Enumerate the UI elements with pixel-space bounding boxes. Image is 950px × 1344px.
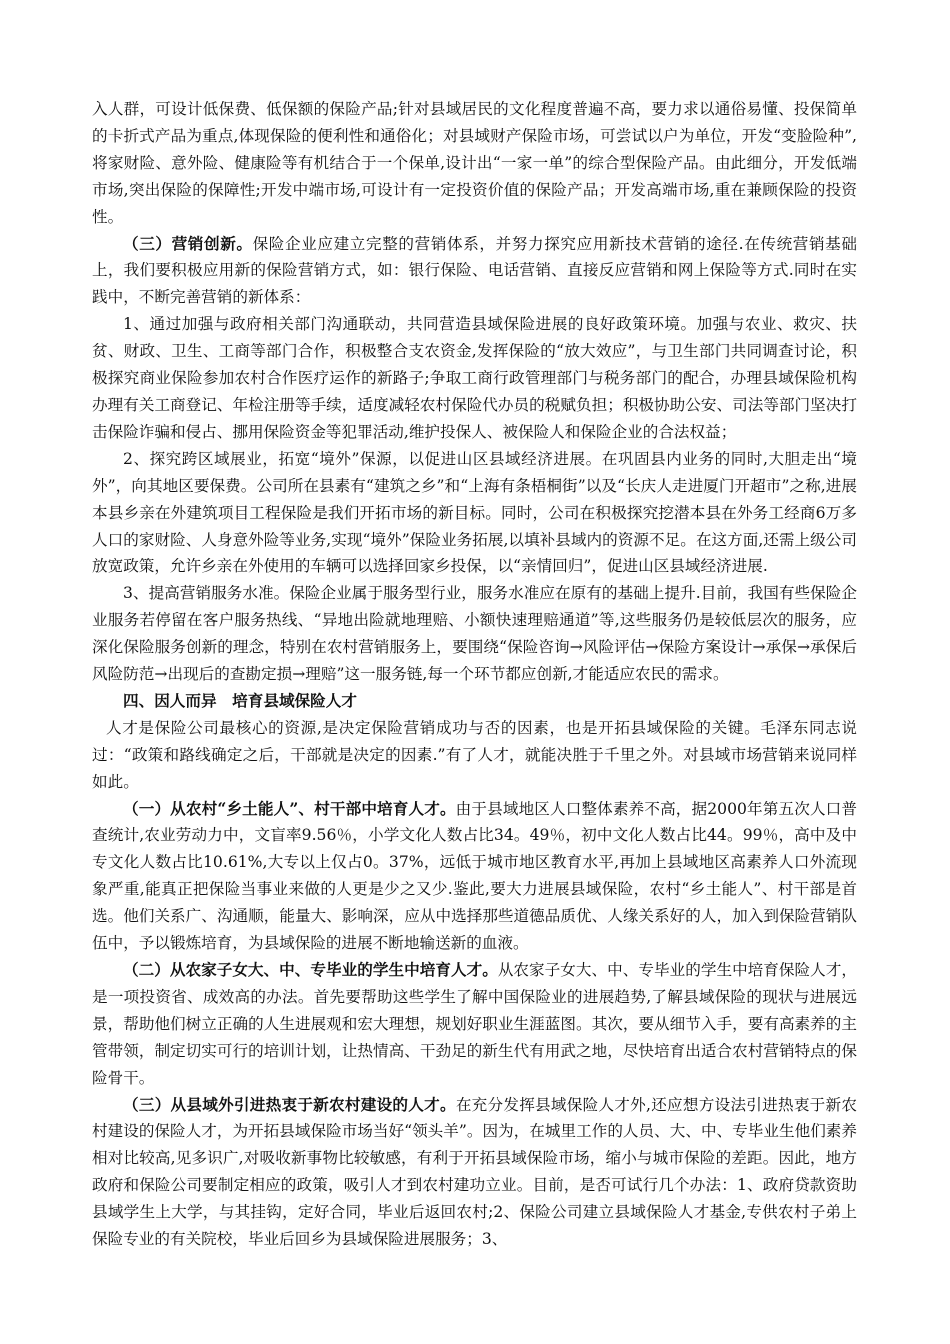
paragraph-item-2 xyxy=(92,446,857,581)
subsection-heading-talent-2: （二）从农家子女大、中、专毕业的学生中培育人才。 xyxy=(123,960,498,979)
subsection-heading-talent-3: （三）从县域外引进热衷于新农村建设的人才。 xyxy=(123,1094,456,1114)
paragraph-section-4-heading xyxy=(92,688,857,715)
paragraph-item-3 xyxy=(92,580,857,688)
section-heading-talent: 四、因人而异 培育县域保险人才 xyxy=(123,690,357,710)
paragraph-marketing-innovation xyxy=(92,231,857,312)
paragraph-talent-intro xyxy=(92,715,857,796)
paragraph-talent-3 xyxy=(92,1092,857,1253)
paragraph-text: 保险企业应建立完整的营销体系，并努力探究应用新技术营销的途径.在传统营销基础上，我们要积极应用新的保险营销方式，如：银行保险、电话营销、直接反应营销和网上保险等方式.同时在实践中，不断完善营销的新体系： xyxy=(92,234,857,307)
paragraph-text: 1、通过加强与政府相关部门沟通联动，共同营造县域保险进展的良好政策环境。加强与农业、救灾、扶贫、财政、卫生、工商等部门合作，积极整合支农资金,发挥保险的“放大效应”，与卫生部门共同调查讨论，积极探究商业保险参加农村合作医疗运作的新路子;争取工商行政管理部门与税务部门的配合，办理县域保险机构办理有关工商登记、年检注册等手续，适度减轻农村保险代办员的税赋负担；积极协助公安、司法等部门坚决打击保险诈骗和侵占、挪用保险资金等犯罪活动,维护投保人、被保险人和保险企业的合法权益； xyxy=(92,315,857,441)
section-heading-marketing-innovation: （三）营销创新。 xyxy=(123,233,253,253)
paragraph-text: 人才是保险公司最核心的资源,是决定保险营销成功与否的因素，也是开拓县域保险的关键。毛泽东同志说过：“政策和路线确定之后，干部就是决定的因素.”有了人才，就能决胜于千里之外。对县域市场营销来说同样如此。 xyxy=(92,718,857,791)
paragraph-text: 2、探究跨区域展业，拓宽“境外”保源，以促进山区县域经济进展。在巩固县内业务的同时,大胆走出“境外”，向其地区要保费。公司所在县素有“建筑之乡”和“上海有条梧桐街”以及“长庆人走进厦门开超市”之称,进展本县乡亲在外建筑项目工程保险是我们开拓市场的新目标。同时，公司在积极探究挖潜本县在外务工经商6万多人口的家财险、人身意外险等业务,实现“境外”保险业务拓展,以填补县域内的资源不足。在这方面,还需上级公司放宽政策，允许乡亲在外使用的车辆可以选择回家乡投保，以“亲情回归”，促进山区县域经济进展. xyxy=(92,449,857,576)
paragraph-talent-2 xyxy=(92,957,857,1092)
paragraph-intro-continued xyxy=(92,96,857,231)
paragraph-text: 3、提高营销服务水准。保险企业属于服务型行业，服务水准应在原有的基础上提升.目前，我国有些保险企业服务若停留在客户服务热线、“异地出险就地理赔、小额快速理赔通道”等,这些服务仍是较低层次的服务，应深化保险服务创新的理念，特别在农村营销服务上，要围绕“保险咨询→风险评估→保险方案设计→承保→承保后风险防范→出现后的查勘定损→理赔”这一服务链,每一个环节都应创新,才能适应农民的需求。 xyxy=(92,584,857,684)
paragraph-text: 入人群，可设计低保费、低保额的保险产品;针对县域居民的文化程度普遍不高，要力求以通俗易懂、投保简单的卡折式产品为重点,体现保险的便利性和通俗化；对县域财产保险市场，可尝试以户为单位，开发“变脸险种”,将家财险、意外险、健康险等有机结合于一个保单,设计出“一家一单”的综合型保险产品。由此细分，开发低端市场,突出保险的保障性;开发中端市场,可设计有一定投资价值的保险产品；开发高端市场,重在兼顾保险的投资性。 xyxy=(92,100,857,226)
document-page xyxy=(92,96,857,1253)
subsection-heading-talent-1: （一）从农村“乡土能人”、村干部中培育人才。 xyxy=(123,798,456,818)
paragraph-text: 由于县域地区人口整体素养不高，据2000年第五次人口普查统计,农业劳动力中，文盲率9.56％，小学文化人数占比34。49％，初中文化人数占比44。99％，高中及中专文化人数占比10.61%,大专以上仅占0。37%，远低于城市地区教育水平,再加上县域地区高素养人口外流现象严重,能真正把保险当事业来做的人更是少之又少.鉴此,要大力进展县域保险，农村“乡土能人”、村干部是首选。他们关系广、沟通顺，能量大、影响深，应从中选择那些道德品质优、人缘关系好的人，加入到保险营销队伍中，予以锻炼培育，为县域保险的进展不断地输送新的血液。 xyxy=(92,799,857,953)
paragraph-item-1 xyxy=(92,311,857,446)
paragraph-text: 在充分发挥县域保险人才外,还应想方设法引进热衷于新农村建设的保险人才，为开拓县域保险市场当好“领头羊”。因为，在城里工作的人员、大、中、专毕业生他们素养相对比较高,见多识广,对吸收新事物比较敏感，有利于开拓县域保险市场，缩小与城市保险的差距。因此，地方政府和保险公司要制定相应的政策，吸引人才到农村建功立业。目前，是否可试行几个办法：1、政府贷款资助县域学生上大学，与其挂钩，定好合同，毕业后返回农村;2、保险公司建立县域保险人才基金,专供农村子弟上保险专业的有关院校，毕业后回乡为县域保险进展服务；3、 xyxy=(92,1095,857,1249)
paragraph-text: 从农家子女大、中、专毕业的学生中培育保险人才，是一项投资省、成效高的办法。首先要帮助这些学生了解中国保险业的进展趋势,了解县域保险的现状与进展远景，帮助他们树立正确的人生进展观和宏大理想，规划好职业生涯蓝图。其次，要从细节入手，要有高素养的主管带领，制定切实可行的培训计划，让热情高、干劲足的新生代有用武之地，尽快培育出适合农村营销特点的保险骨干。 xyxy=(92,961,857,1087)
paragraph-talent-1 xyxy=(92,796,857,957)
